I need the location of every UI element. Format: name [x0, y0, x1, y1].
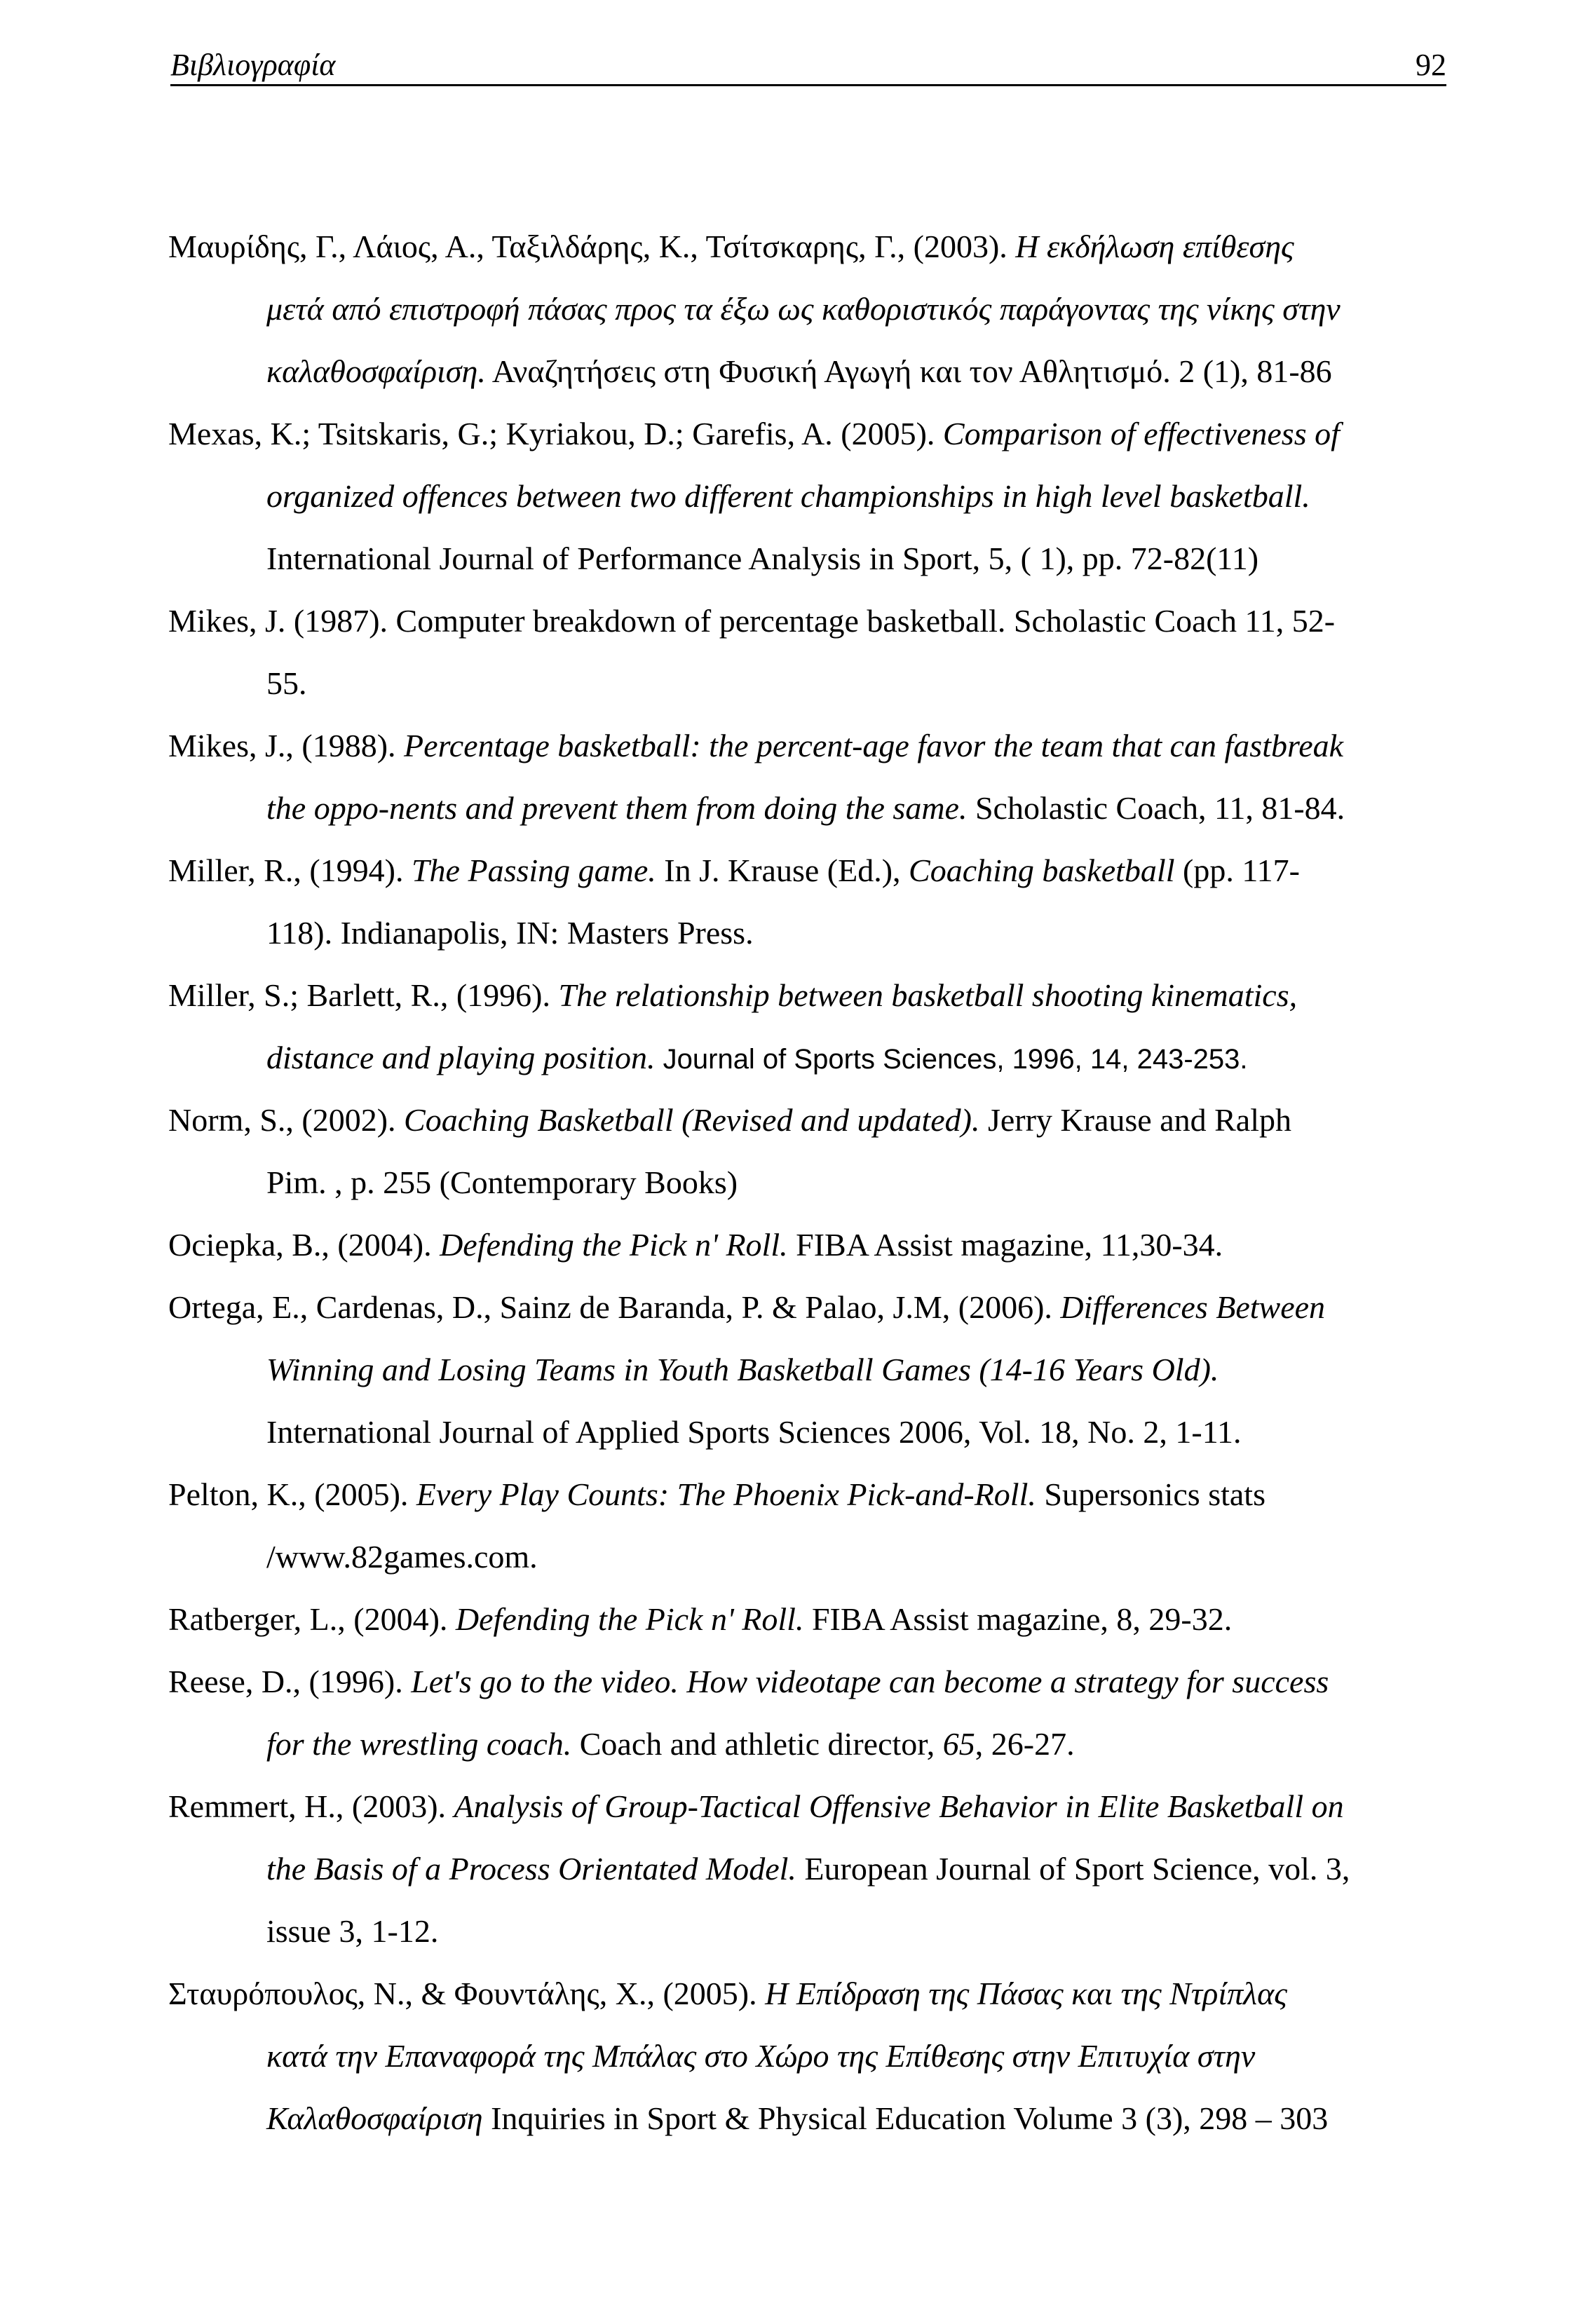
reference-title-text: καλαθοσφαίριση.: [266, 353, 486, 389]
reference-title-text: 65: [942, 1726, 975, 1762]
reference-entry-line: [168, 413, 1340, 455]
reference-entry-line: [168, 1598, 1232, 1640]
reference-title-text: the oppo-nents and prevent them from doing the same.: [266, 790, 968, 826]
reference-text: , 26-27.: [975, 1726, 1075, 1762]
reference-text: Mikes, J., (1988).: [168, 728, 405, 763]
reference-continuation-line: [266, 912, 754, 954]
reference-entry-line: [168, 1661, 1329, 1703]
reference-title-text: μετά από επιστροφή πάσας προς τα έξω ως καθοριστικός παράγοντας της νίκης στην: [266, 291, 1341, 327]
reference-text: Jerry Krause and Ralph: [979, 1102, 1291, 1138]
reference-title-text: organized offences between two different championships in high level basketball.: [266, 478, 1310, 514]
reference-text: Miller, R., (1994).: [168, 852, 412, 888]
reference-title-text: Η Επίδραση της Πάσας και της Ντρίπλας: [765, 1976, 1287, 2011]
reference-text: FIBA Assist magazine, 11,30-34.: [787, 1227, 1223, 1263]
reference-text: (pp. 117-: [1174, 852, 1300, 888]
reference-title-text: Η εκδήλωση επίθεσης: [1015, 229, 1294, 264]
reference-text: Pelton, K., (2005).: [168, 1476, 416, 1512]
page-header: [170, 41, 1446, 86]
reference-continuation-line: [266, 1411, 1242, 1453]
reference-text: Remmert, H., (2003).: [168, 1788, 454, 1824]
reference-continuation-line: [266, 538, 1258, 580]
reference-title-text: Percentage basketball: the percent-age favor the team that can fastbreak: [404, 728, 1344, 763]
reference-entry-line: [168, 1786, 1344, 1828]
reference-text: Ratberger, L., (2004).: [168, 1601, 456, 1637]
reference-title-text: The Passing game.: [411, 852, 656, 888]
reference-text: Norm, S., (2002).: [168, 1102, 405, 1138]
page-section-title: Βιβλιογραφία: [170, 48, 336, 82]
page-number: 92: [1416, 48, 1446, 82]
reference-continuation-line: [266, 662, 307, 705]
reference-text: International Journal of Applied Sports Sciences 2006, Vol. 18, No. 2, 1-11.: [266, 1414, 1242, 1450]
reference-text: Ortega, E., Cardenas, D., Sainz de Baranda, P. & Palao, J.M, (2006).: [168, 1289, 1061, 1325]
reference-title-text: Analysis of Group-Tactical Offensive Behavior in Elite Basketball on: [454, 1788, 1344, 1824]
reference-continuation-line: [266, 787, 1345, 829]
reference-entry-line: [168, 226, 1294, 268]
reference-continuation-line: [266, 1723, 1075, 1765]
reference-continuation-line: [266, 351, 1332, 393]
reference-text: Αναζητήσεις στη Φυσική Αγωγή και τον Αθλητισμό. 2 (1), 81-86: [485, 353, 1332, 389]
reference-entry-line: [168, 974, 1297, 1017]
reference-continuation-line: [266, 475, 1310, 517]
reference-title-text: Let's go to the video. How videotape can become a strategy for success: [411, 1664, 1329, 1699]
reference-text: FIBA Assist magazine, 8, 29-32.: [803, 1601, 1233, 1637]
reference-title-text: distance and playing position.: [266, 1040, 656, 1075]
reference-continuation-line: [266, 1848, 1350, 1890]
reference-entry-line: [168, 1973, 1287, 2015]
reference-continuation-line: [266, 1536, 538, 1578]
reference-title-text: Defending the Pick n' Roll.: [455, 1601, 804, 1637]
reference-text: International Journal of Performance Analysis in Sport, 5, ( 1), pp. 72-82(11): [266, 541, 1259, 576]
reference-title-text: the Basis of a Process Orientated Model.: [266, 1851, 796, 1887]
reference-continuation-line: [266, 2035, 1255, 2077]
reference-text: Reese, D., (1996).: [168, 1664, 412, 1699]
reference-text: Pim. , p. 255 (Contemporary Books): [266, 1164, 738, 1200]
reference-title-text: Coaching basketball: [909, 852, 1175, 888]
reference-continuation-line: [266, 1910, 438, 1952]
reference-continuation-line: [266, 1349, 1219, 1391]
reference-title-text: κατά την Επαναφορά της Μπάλας στο Χώρο της Επίθεσης στην Επιτυχία στην: [266, 2038, 1256, 2074]
reference-title-text: Differences Between: [1060, 1289, 1326, 1325]
reference-entry-line: [168, 850, 1300, 892]
reference-continuation-line: [266, 288, 1341, 330]
reference-title-text: Defending the Pick n' Roll.: [440, 1227, 788, 1263]
reference-continuation-line: [266, 1162, 738, 1204]
reference-title-text: Every Play Counts: The Phoenix Pick-and-Roll.: [416, 1476, 1036, 1512]
reference-text: issue 3, 1-12.: [266, 1913, 439, 1949]
reference-text: Μαυρίδης, Γ., Λάιος, Α., Ταξιλδάρης, Κ., Τσίτσκαρης, Γ., (2003).: [168, 229, 1016, 264]
reference-entry-line: [168, 1224, 1223, 1266]
reference-title-text: Winning and Losing Teams in Youth Basketball Games (14-16 Years Old).: [266, 1352, 1219, 1387]
reference-text: Scholastic Coach, 11, 81-84.: [967, 790, 1345, 826]
reference-title-text: Coaching Basketball (Revised and updated).: [404, 1102, 980, 1138]
reference-text: Supersonics stats: [1036, 1476, 1265, 1512]
reference-title-text: for the wrestling coach.: [266, 1726, 572, 1762]
reference-title-text: Καλαθοσφαίριση: [266, 2100, 483, 2136]
reference-entry-line: [168, 600, 1335, 642]
reference-text: Miller, S.; Barlett, R., (1996).: [168, 977, 559, 1013]
reference-entry-line: [168, 1474, 1265, 1516]
reference-text: Ociepka, B., (2004).: [168, 1227, 440, 1263]
reference-entry-line: [168, 725, 1343, 767]
reference-text: In J. Krause (Ed.),: [656, 852, 909, 888]
reference-continuation-line: [266, 1037, 1248, 1080]
reference-text: Inquiries in Sport & Physical Education Volume 3 (3), 298 – 303: [482, 2100, 1329, 2136]
reference-text: 118). Indianapolis, IN: Masters Press.: [266, 915, 754, 951]
reference-continuation-line: [266, 2098, 1328, 2140]
reference-entry-line: [168, 1286, 1325, 1329]
reference-text: Journal of Sports Sciences, 1996, 14, 243-253.: [655, 1044, 1248, 1075]
reference-text: Mexas, K.; Tsitskaris, G.; Kyriakou, D.; Garefis, A. (2005).: [168, 416, 943, 451]
reference-text: Σταυρόπουλος, Ν., & Φουντάλης, Χ., (2005).: [168, 1976, 766, 2011]
reference-entry-line: [168, 1099, 1291, 1141]
reference-text: European Journal of Sport Science, vol. 3,: [796, 1851, 1350, 1887]
reference-text: Coach and athletic director,: [571, 1726, 943, 1762]
reference-text: 55.: [266, 665, 307, 701]
reference-text: Mikes, J. (1987). Computer breakdown of percentage basketball. Scholastic Coach 11, 52-: [168, 603, 1336, 639]
reference-title-text: Comparison of effectiveness of: [942, 416, 1340, 451]
reference-text: /www.82games.com.: [266, 1539, 538, 1575]
reference-title-text: The relationship between basketball shooting kinematics,: [558, 977, 1298, 1013]
